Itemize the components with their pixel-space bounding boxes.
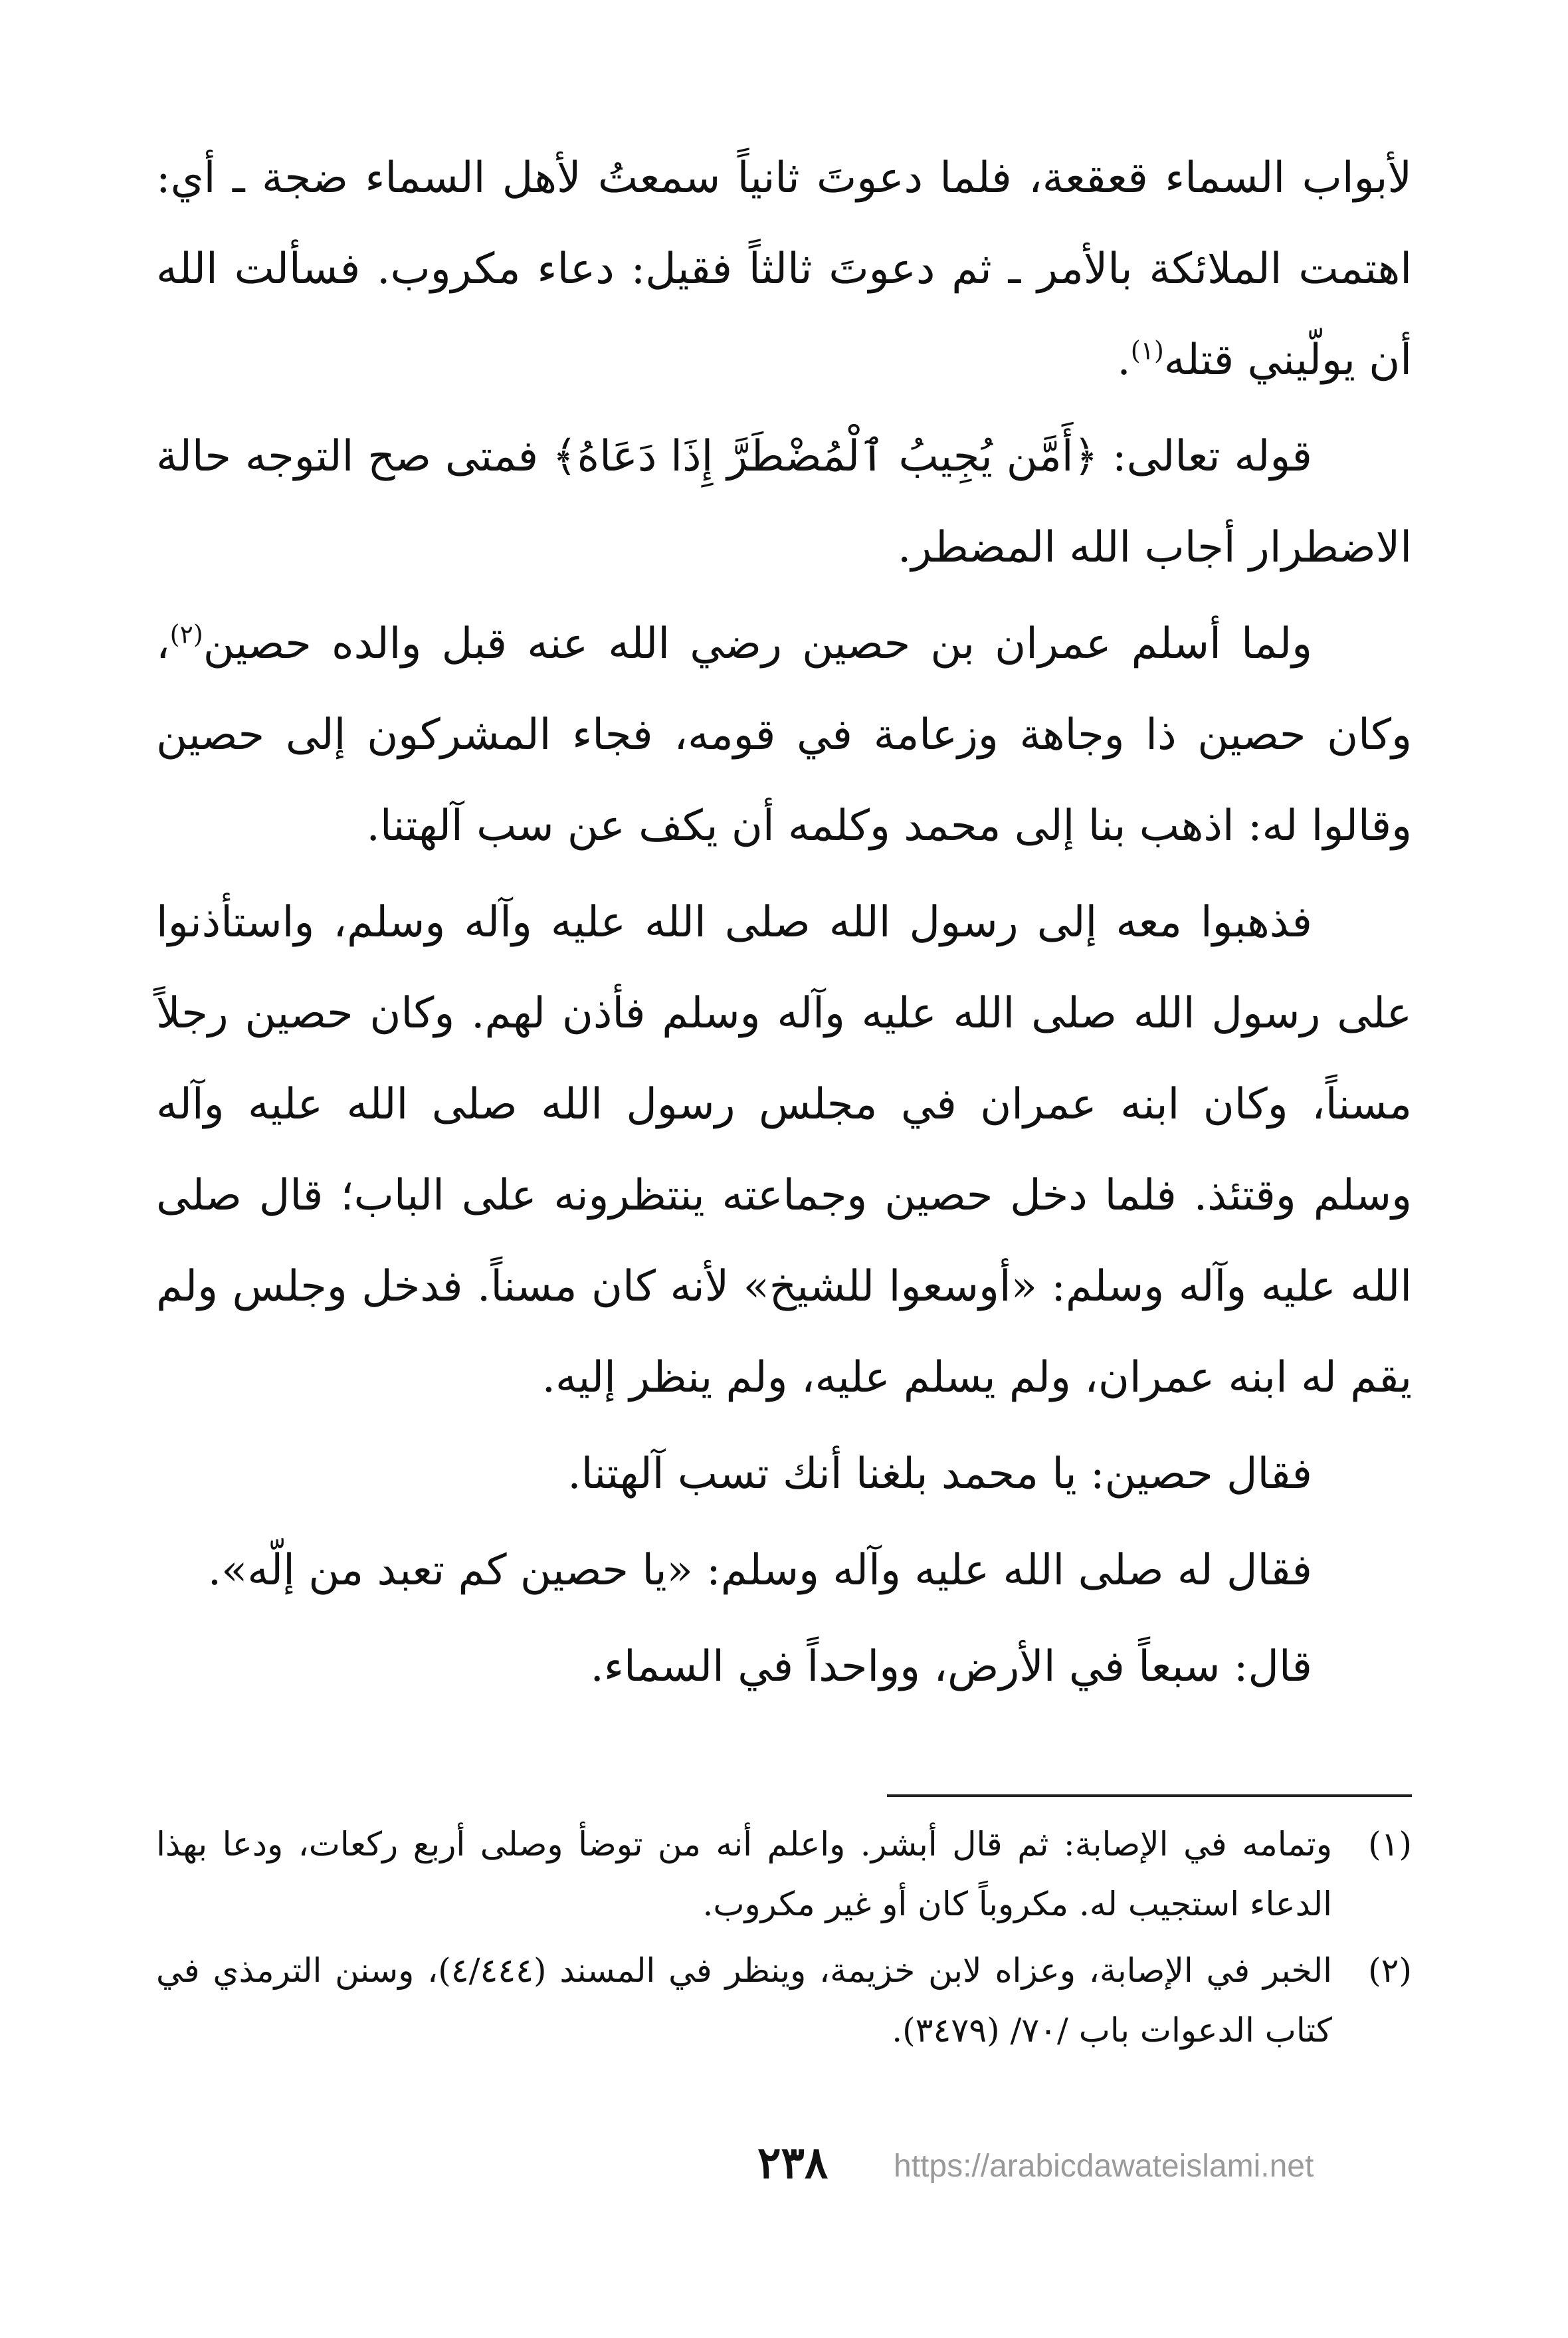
paragraph-4: فذهبوا معه إلى رسول الله صلى الله عليه وآله وسلم، واستأذنوا على رسول الله صلى الله عليه وآله وسلم فأذن لهم. وكان حصين رجلاً مسناً، وكان ابنه عمران في مجلس رسول الله صلى الله عليه وآله وسلم وقتئذ. فلما دخل حصين وجماعته ينتظرونه على الباب؛ قال صلى الله عليه وآله وسلم: «أوسعوا للشيخ» لأنه كان مسناً. فدخل وجلس ولم يقم له ابنه عمران، ولم يسلم عليه، ولم ينظر إليه. [156, 898, 1413, 1402]
footnote-2 [156, 1941, 1412, 2060]
footnote-number: (١) [1368, 1825, 1412, 1863]
footnote-text: وتمامه في الإصابة: ثم قال أبشر. واعلم أنه من توضأ وصلى أربع ركعات، ودعا بهذا الدعاء استجيب له. مكروباً كان أو غير مكروب. [156, 1825, 1332, 1923]
footnote-divider [887, 1794, 1412, 1797]
paragraph-3 [156, 599, 1412, 872]
footnote-1 [156, 1814, 1412, 1934]
paragraph-1 [156, 133, 1412, 406]
paragraph-2-rest: فمتى صح التوجه حالة الاضطرار أجاب الله المضطر. [156, 432, 1412, 572]
quran-verse: ﴿أَمَّن يُجِيبُ ٱلْمُضْطَرَّ إِذَا دَعَاهُ﴾ [552, 432, 1099, 481]
paragraph-1-end: . [1117, 336, 1131, 385]
paragraph-5: فقال حصين: يا محمد بلغنا أنك تسب آلهتنا. [567, 1449, 1312, 1499]
paragraph-6: فقال له صلى الله عليه وآله وسلم: «يا حصين كم تعبد من إلّه». [207, 1546, 1312, 1595]
page-number: ٢٣٨ [757, 2137, 829, 2188]
footnote-ref-1[interactable]: (١) [1130, 336, 1164, 366]
paragraph-1-text: لأبواب السماء قعقعة، فلما دعوتَ ثانياً سمعتُ لأهل السماء ضجة ـ أي: اهتمت الملائكة بالأمر ـ ثم دعوتَ ثالثاً فقيل: دعاء مكروب. فسألت الله أن يولّيني قتله [156, 154, 1413, 385]
footnotes-section [156, 1814, 1412, 2067]
paragraph-2 [156, 411, 1412, 593]
paragraph-7: قال: سبعاً في الأرض، وواحداً في السماء. [590, 1642, 1312, 1691]
watermark-url[interactable]: https://arabicdawateislami.net [894, 2149, 1314, 2184]
paragraph-2-intro: قوله تعالى: [1098, 432, 1313, 481]
footnote-text: الخبر في الإصابة، وعزاه لابن خزيمة، وينظر في المسند (٤/٤٤٤)، وسنن الترمذي في كتاب الدعوات باب /٧٠/ (٣٤٧٩). [156, 1951, 1333, 2050]
main-text [156, 133, 1412, 1718]
footnote-number: (٢) [1368, 1951, 1412, 1990]
paragraph-3-text: ولما أسلم عمران بن حصين رضي الله عنه قبل والده حصين [203, 619, 1312, 669]
paragraph-3-rest: ، وكان حصين ذا وجاهة وزعامة في قومه، فجاء المشركون إلى حصين وقالوا له: اذهب بنا إلى محمد وكلمه أن يكف عن سب آلهتنا. [156, 619, 1412, 851]
footnote-ref-2[interactable]: (٢) [169, 619, 203, 649]
